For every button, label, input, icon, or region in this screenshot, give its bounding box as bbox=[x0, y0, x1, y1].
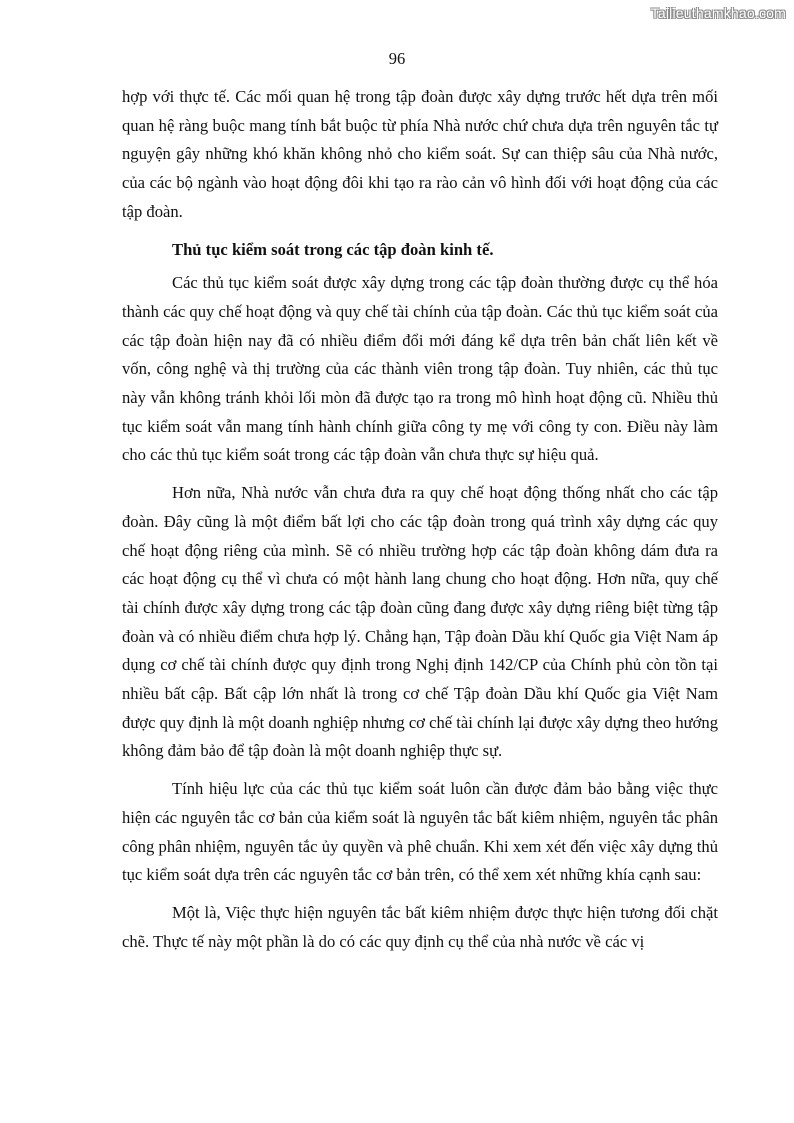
paragraph-control-procedures: Các thủ tục kiểm soát được xây dựng trong các tập đoàn thường được cụ thể hóa thành các quy chế hoạt động và quy chế tài chính của tập đoàn. Các thủ tục kiểm soát của các tập đoàn hiện nay đã có nhiều điểm đổi mới đáng kể dựa trên bản chất liên kết về vốn, công nghệ và thị trường của các thành viên trong tập đoàn. Tuy nhiên, các thủ tục này vẫn không tránh khỏi lối mòn đã được tạo ra trong mô hình hoạt động cũ. Nhiều thủ tục kiểm soát vẫn mang tính hành chính giữa công ty mẹ với công ty con. Điều này làm cho các thủ tục kiểm soát trong các tập đoàn vẫn chưa thực sự hiệu quả. bbox=[122, 273, 718, 465]
watermark-text: Tailieuthamkhao.com bbox=[650, 5, 786, 21]
paragraph-control-effectiveness: Tính hiệu lực của các thủ tục kiểm soát luôn cần được đảm bảo bằng việc thực hiện các nguyên tắc cơ bản của kiểm soát là nguyên tắc bất kiêm nhiệm, nguyên tắc phân công phân nhiệm, nguyên tắc ủy quyền và phê chuẩn. Khi xem xét đến việc xây dựng thủ tục kiểm soát dựa trên các nguyên tắc cơ bản trên, có thể xem xét những khía cạnh sau: bbox=[122, 779, 718, 885]
paragraph-first-aspect: Một là, Việc thực hiện nguyên tắc bất kiêm nhiệm được thực hiện tương đối chặt chẽ. Thực tế này một phần là do có các quy định cụ thể của nhà nước về các vị bbox=[122, 902, 718, 951]
section-heading: Thủ tục kiểm soát trong các tập đoàn kinh tế. bbox=[172, 239, 494, 259]
page-number: 96 bbox=[388, 49, 406, 68]
paragraph-state-regulations: Hơn nữa, Nhà nước vẫn chưa đưa ra quy chế hoạt động thống nhất cho các tập đoàn. Đây cũng là một điểm bất lợi cho các tập đoàn trong quá trình xây dựng các quy chế hoạt động riêng của mình. Sẽ có nhiều trường hợp các tập đoàn không dám đưa ra các hoạt động cụ thể vì chưa có một hành lang chung cho hoạt động. Hơn nữa, quy chế tài chính được xây dựng trong các tập đoàn cũng đang được xây dựng riêng biệt từng tập đoàn và có nhiều điểm chưa hợp lý. Chẳng hạn, Tập đoàn Dầu khí Quốc gia Việt Nam áp dụng cơ chế tài chính được quy định trong Nghị định 142/CP của Chính phủ còn tồn tại nhiều bất cập. Bất cập lớn nhất là trong cơ chế Tập đoàn Dầu khí Quốc gia Việt Nam được quy định là một doanh nghiệp nhưng cơ chế tài chính lại được xây dựng theo hướng không đảm bảo để tập đoàn là một doanh nghiệp thực sự. bbox=[122, 483, 718, 761]
document-body bbox=[122, 83, 718, 965]
paragraph-continuation: hợp với thực tế. Các mối quan hệ trong tập đoàn được xây dựng trước hết dựa trên mối quan hệ ràng buộc mang tính bắt buộc từ phía Nhà nước chứ chưa dựa trên nguyên tắc tự nguyện gây những khó khăn không nhỏ cho kiểm soát. Sự can thiệp sâu của Nhà nước, của các bộ ngành vào hoạt động đôi khi tạo ra rào cản vô hình đối với hoạt động của các tập đoàn. bbox=[122, 87, 718, 221]
